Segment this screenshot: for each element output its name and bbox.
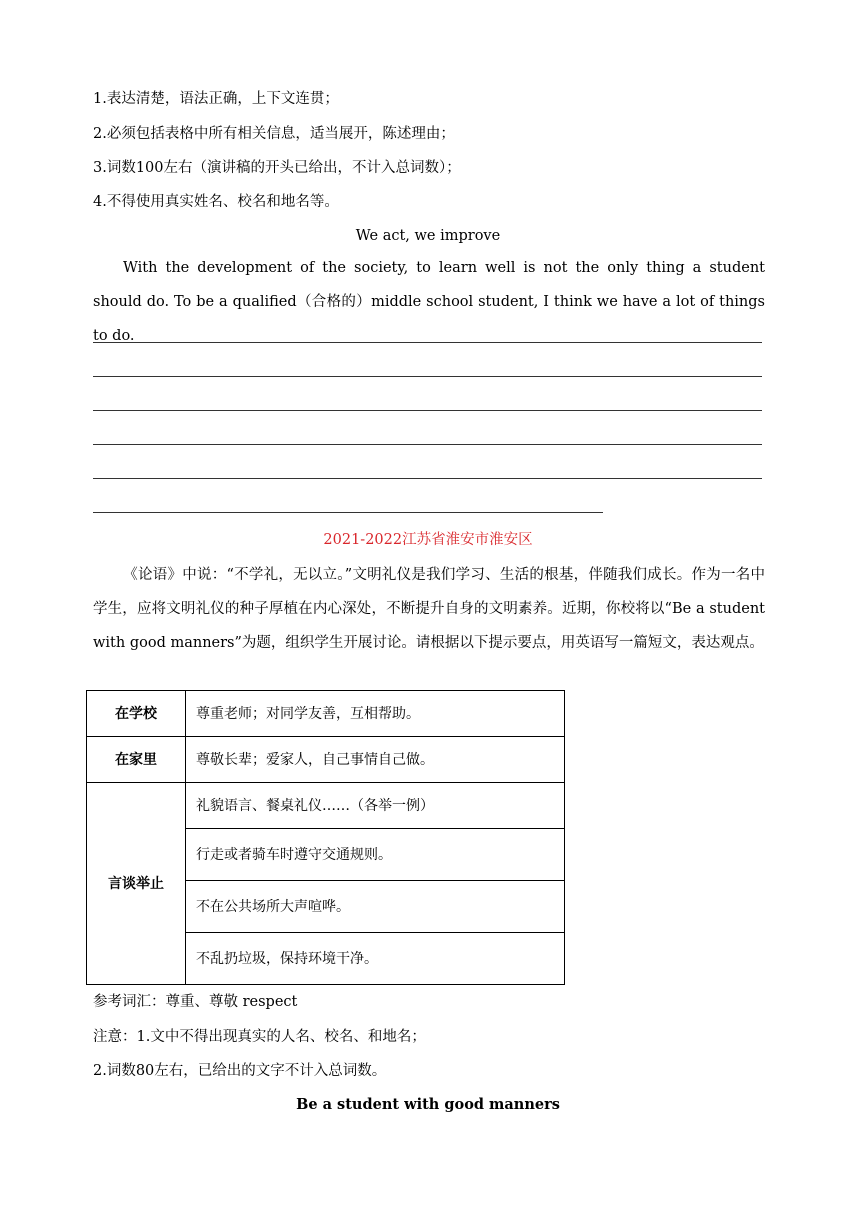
table-cell: 不在公共场所大声喧哗。	[186, 881, 565, 933]
vocab-hint: 参考词汇：尊重、尊敬 respect	[93, 994, 298, 1010]
answer-line	[93, 410, 762, 411]
requirements-table	[86, 690, 565, 985]
table-row	[87, 737, 565, 783]
note-1: 注意：1.文中不得出现真实的人名、校名、和地名；	[93, 1029, 426, 1045]
requirement-4: 4.不得使用真实姓名、校名和地名等。	[93, 194, 339, 210]
section-heading: 2021-2022江苏省淮安市淮安区	[323, 532, 533, 548]
essay-title: We act, we improve	[355, 228, 501, 244]
table-cell: 行走或者骑车时遵守交通规则。	[186, 829, 565, 881]
table-cell: 尊敬长辈；爱家人，自己事情自己做。	[186, 737, 565, 783]
requirement-2: 2.必须包括表格中所有相关信息，适当展开，陈述理由；	[93, 126, 455, 142]
requirement-3: 3.词数100左右（演讲稿的开头已给出，不计入总词数）；	[93, 160, 461, 176]
table-row-head: 在家里	[87, 737, 186, 783]
table-cell: 不乱扔垃圾，保持环境干净。	[186, 933, 565, 985]
answer-line	[93, 444, 762, 445]
essay2-title: Be a student with good manners	[296, 1096, 560, 1113]
prompt-paragraph	[93, 558, 765, 660]
table-cell: 礼貌语言、餐桌礼仪……（各举一例）	[186, 783, 565, 829]
table-row	[87, 691, 565, 737]
answer-line	[93, 342, 762, 343]
table-row	[87, 783, 565, 829]
prompt-text: 《论语》中说：“不学礼，无以立。”文明礼仪是我们学习、生活的根基，伴随我们成长。作为一名中学生，应将文明礼仪的种子厚植在内心深处，不断提升自身的文明素养。近期，你校将以“Be a student with good manners”为题，组织学生开展讨论。请根据以下提示要点，用英语写一篇短文，表达观点。	[93, 567, 765, 651]
answer-line	[93, 376, 762, 377]
essay-opening	[93, 251, 765, 353]
table-row-head: 在学校	[87, 691, 186, 737]
essay-opening-text: With the development of the society, to learn well is not the only thing a student should do. To be a qualified（合格的）middle school student, I think we have a lot of things to do.	[93, 260, 765, 344]
table-cell: 尊重老师；对同学友善，互相帮助。	[186, 691, 565, 737]
answer-line	[93, 512, 603, 513]
requirement-1: 1.表达清楚，语法正确，上下文连贯；	[93, 91, 339, 107]
table-row-head: 言谈举止	[87, 783, 186, 985]
answer-line	[93, 478, 762, 479]
note-2: 2.词数80左右，已给出的文字不计入总词数。	[93, 1063, 387, 1079]
